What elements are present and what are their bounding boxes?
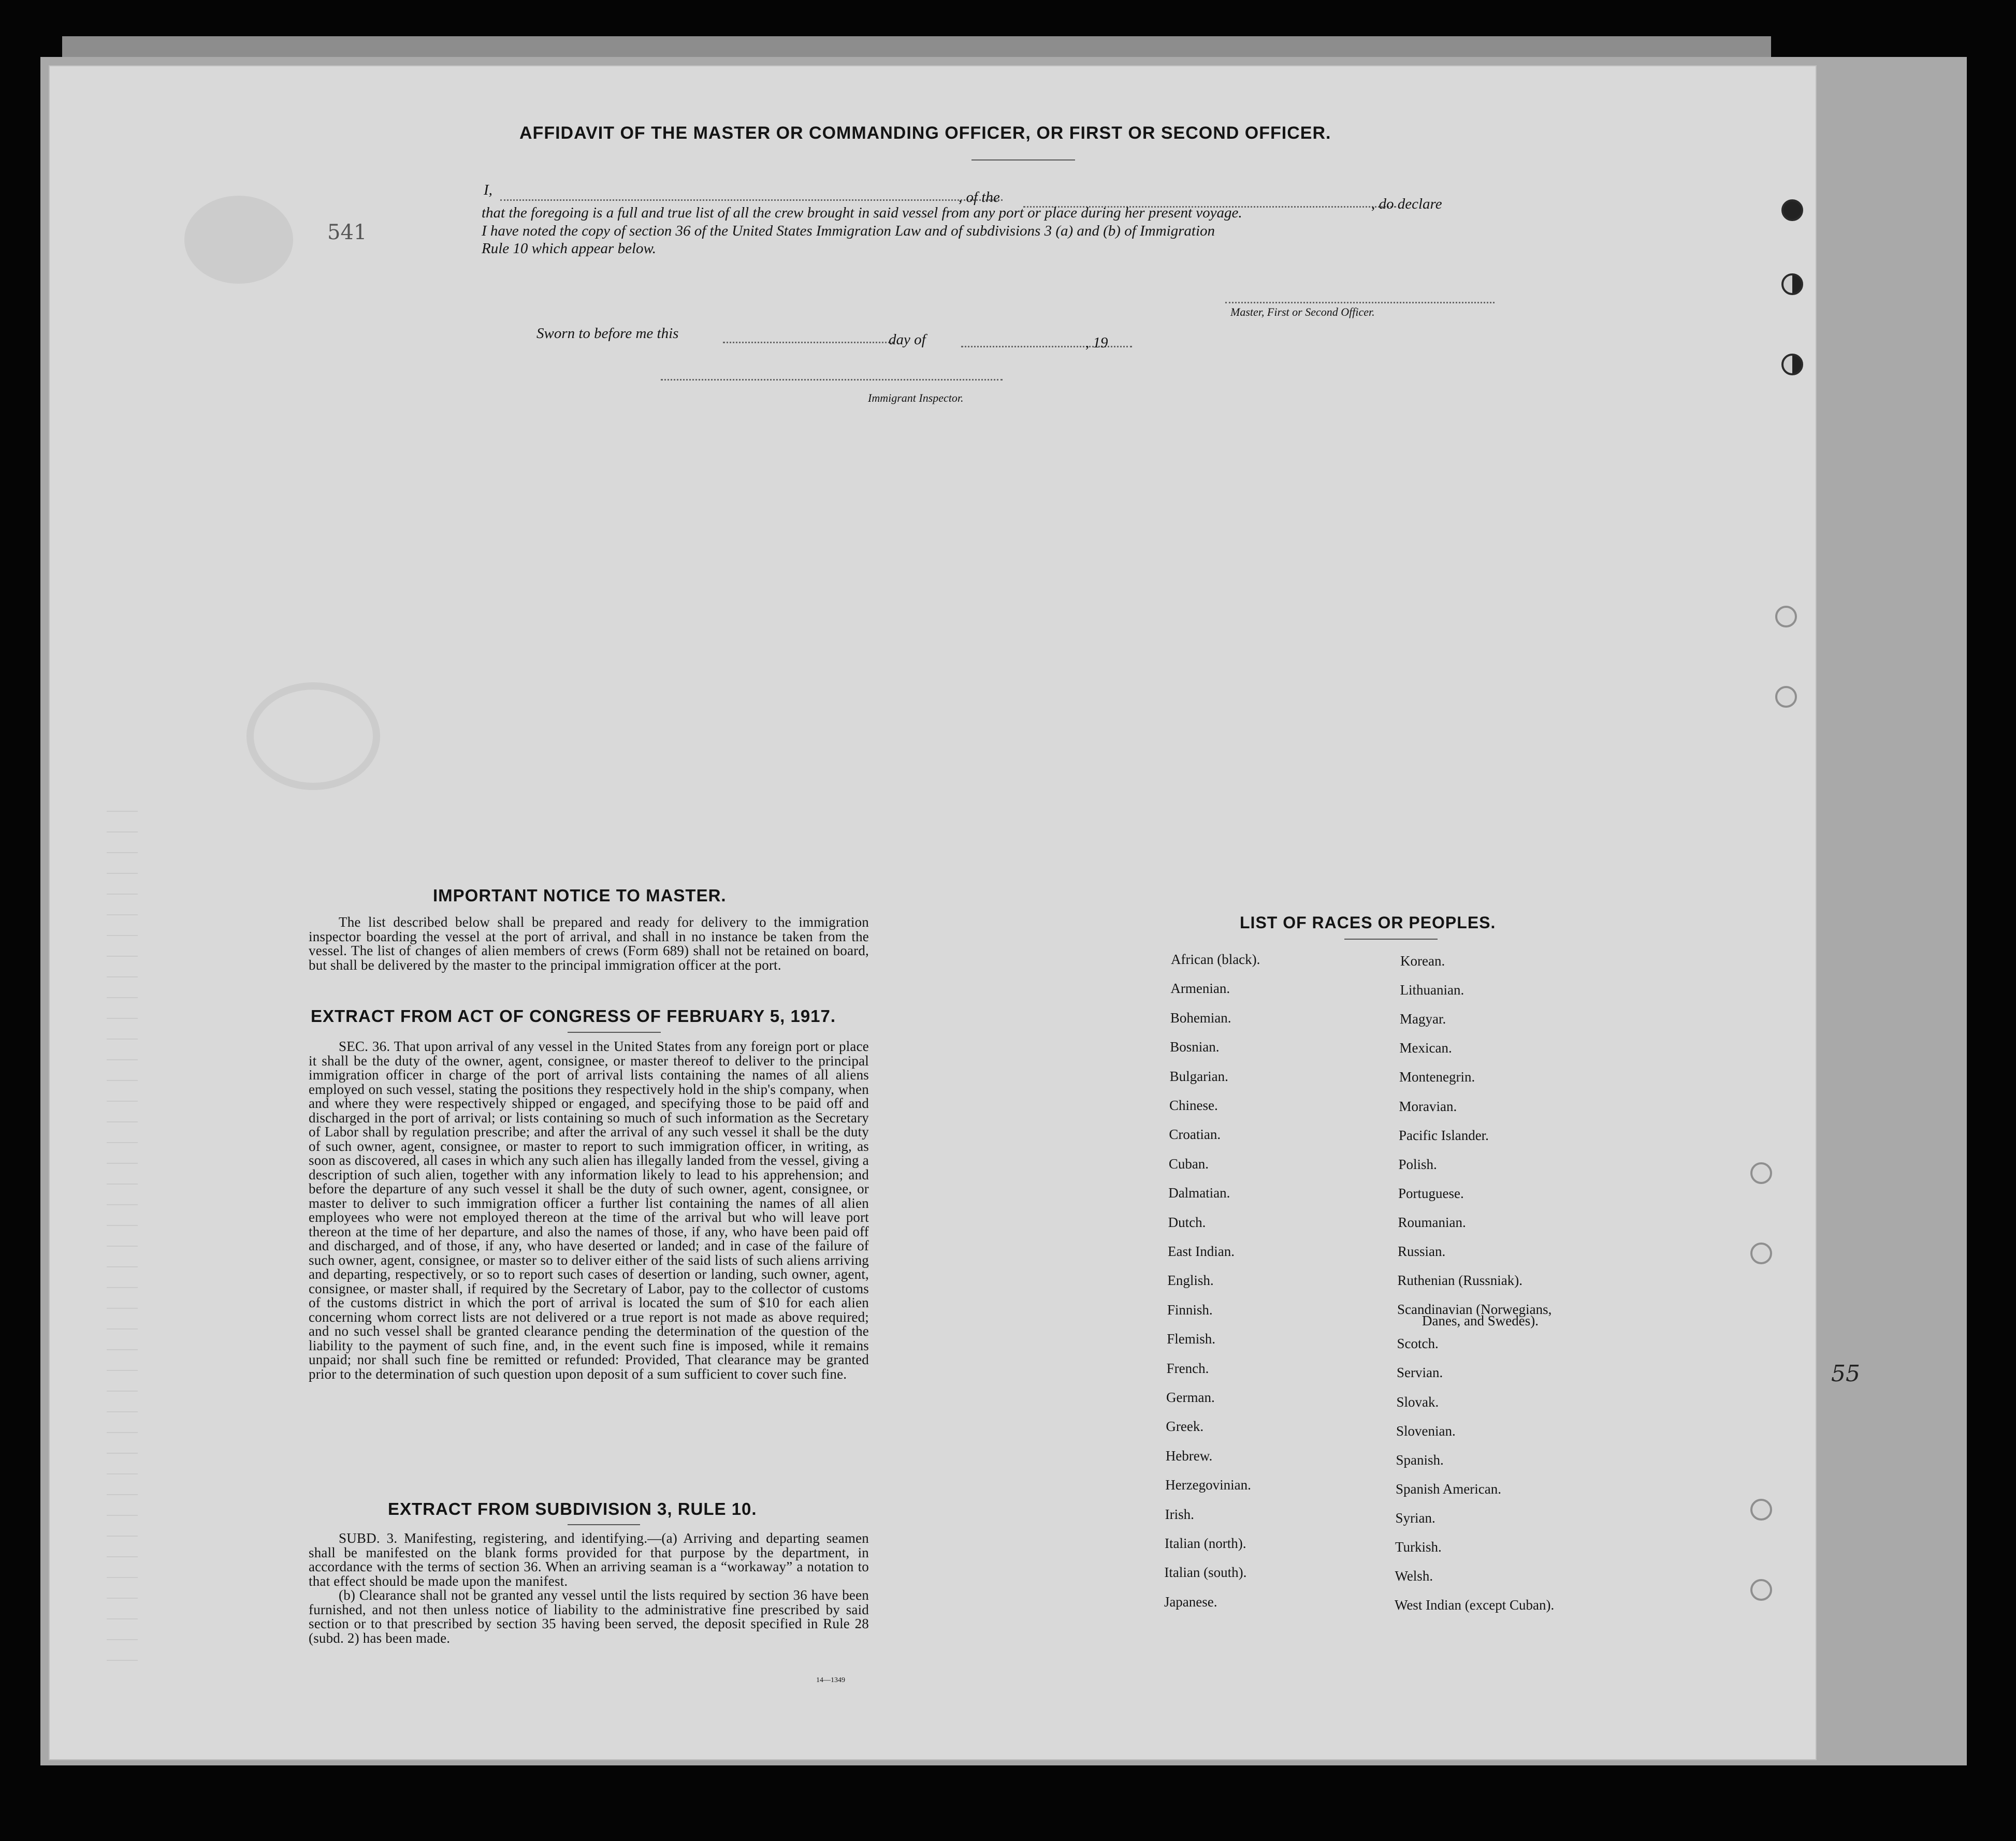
race-item: Korean. [1400, 953, 1445, 969]
race-item: Mexican. [1399, 1040, 1452, 1056]
race-item: English. [1167, 1273, 1214, 1289]
race-item: West Indian (except Cuban). [1395, 1597, 1555, 1613]
race-item: French. [1166, 1360, 1209, 1376]
race-item: Slovenian. [1396, 1423, 1456, 1439]
race-item: Greek. [1166, 1419, 1204, 1435]
race-item: Irish. [1165, 1506, 1194, 1522]
race-item: German. [1166, 1390, 1215, 1405]
affidavit-title-rule [971, 159, 1075, 160]
section-36-paragraph: SEC. 36. That upon arrival of any vessel in the United States from any foreign port or place it shall be the duty of the owner, agent, consignee, or master thereof to deliver to the principal immigration officer in charge of the port of arrival lists containing the names of all aliens employed on such vessel, stating the positions they respectively hold in the ship's company, when and where they were respectively shipped or engaged, and specifying those to be paid off and discharged in the port of arrival; or lists containing so much of such information as the Secretary of Labor shall by regulation prescribe; and after the arrival of any such vessel it shall be the duty of such owner, agent, consignee, or master to report to such immigration officer, in writing, as soon as discovered, all cases in which any such alien has illegally landed from the vessel, giving a description of such alien, together with any information likely to lead to his apprehension; and before the departure of any such vessel it shall be the duty of such owner, agent, consignee, or master to deliver to such immigration officer a further list containing the names of all alien employees who were not employed thereon at the time of the arrival but who will leave port thereon at the time of her departure, and also the names of those, if any, who have been paid off and discharged, and of those, if any, who have deserted or landed; and in case of the failure of such owner, agent, consignee, or master so to deliver either of the said lists of such aliens arriving and departing, respectively, or so to report such cases of desertion or landing, such owner, agent, consignee, or master shall, if required by the Secretary of Labor, pay to the collector of customs of the customs district in which the port of arrival is located the sum of $10 for each alien concerning whom correct lists are not delivered or a true report is not made as above required; and no such vessel shall be granted clearance pending the determination of the question of the liability to the payment of such fine, and, in the event such fine is imposed, while it remains unpaid; nor shall such fine be remitted or refunded: Provided, That clearance may be granted prior to the determination of such question upon deposit of a sum sufficient to cover such fine. [309, 1039, 869, 1382]
affidavit-line-3: I have noted the copy of section 36 of the United States Immigration Law and of subdivisions 3 (a) and (b) of Immigration [482, 223, 1215, 239]
race-item: African (black). [1171, 952, 1260, 967]
race-item: Spanish American. [1396, 1481, 1501, 1497]
punch-hole [1750, 1243, 1772, 1264]
declarant-name-line[interactable] [500, 199, 1003, 201]
inspector-caption: Immigrant Inspector. [868, 391, 964, 404]
race-item: Russian. [1398, 1244, 1446, 1259]
inspector-signature-line[interactable] [661, 379, 1003, 381]
race-item: Moravian. [1399, 1098, 1457, 1114]
races-title: LIST OF RACES OR PEOPLES. [1240, 913, 1496, 932]
punch-hole [1781, 354, 1803, 375]
race-item: Dalmatian. [1168, 1185, 1230, 1201]
race-item: Scotch. [1397, 1336, 1439, 1352]
race-item: Ruthenian (Russniak). [1397, 1273, 1522, 1289]
races-title-rule [1344, 939, 1438, 940]
notice-text [309, 915, 869, 972]
race-item: Hebrew. [1165, 1448, 1213, 1464]
race-item: Turkish. [1395, 1539, 1442, 1555]
punch-hole [1750, 1162, 1772, 1184]
master-signature-caption: Master, First or Second Officer. [1230, 305, 1375, 318]
affidavit-i-label: I, [484, 182, 492, 198]
form-number: 14—1349 [816, 1676, 845, 1684]
race-item: East Indian. [1168, 1244, 1235, 1259]
race-item: Welsh. [1395, 1568, 1433, 1584]
race-item: Dutch. [1168, 1214, 1206, 1230]
race-item: Cuban. [1168, 1156, 1209, 1172]
race-item: Bulgarian. [1169, 1068, 1228, 1084]
affidavit-do-declare: , do declare [1371, 196, 1442, 212]
left-ruled-margin [107, 791, 138, 1671]
extract-rule-text [309, 1531, 869, 1645]
master-signature-line[interactable] [1225, 302, 1495, 303]
extract-rule-title: EXTRACT FROM SUBDIVISION 3, RULE 10. [388, 1499, 757, 1518]
race-item: Herzegovinian. [1165, 1477, 1251, 1493]
punch-hole [1775, 686, 1797, 708]
subd-3b-paragraph: (b) Clearance shall not be granted any vessel until the lists required by section 36 have been furnished, and not then unless notice of liability to the administrative fine prescribed by said section or to that prescribed by section 35 having been served, the deposit specified in Rule 28 (subd. 2) has been made. [309, 1587, 869, 1646]
affidavit-of-the: , of the [959, 189, 1000, 206]
race-item: Slovak. [1396, 1394, 1439, 1410]
punch-hole [1781, 273, 1803, 295]
notice-paragraph: The list described below shall be prepared and ready for delivery to the immigration inspector boarding the vessel at the port of arrival, and shall in no instance be taken from the vessel. The list of changes of alien members of crews (Form 689) shall not be retained on board, but shall be delivered by the master to the principal immigration officer at the port. [309, 914, 869, 973]
race-item: Magyar. [1400, 1011, 1446, 1027]
sworn-day-line[interactable] [723, 342, 894, 343]
punch-hole [1750, 1499, 1772, 1521]
punch-hole [1750, 1579, 1772, 1601]
race-item: Portuguese. [1398, 1185, 1464, 1201]
race-item: Croatian. [1169, 1127, 1221, 1143]
bleed-seal-top [184, 196, 293, 284]
race-item: Pacific Islander. [1399, 1127, 1489, 1143]
scandinavian-continuation-wrap [1422, 1314, 1539, 1328]
subd-3a-paragraph: SUBD. 3. Manifesting, registering, and identifying.—(a) Arriving and departing seamen shall be manifested on the blank forms provided for that purpose by the department, in accordance with the terms of section 36. When an arriving seaman is a “workaway” a notation to that effect should be made upon the manifest. [309, 1530, 869, 1589]
sworn-label: Sworn to before me this [536, 325, 679, 342]
race-item: Montenegrin. [1399, 1069, 1475, 1085]
race-item: Finnish. [1167, 1302, 1213, 1318]
affidavit-line-2: that the foregoing is a full and true list of all the crew brought in said vessel from any port or place during her present voyage. [482, 204, 1242, 221]
extract-act-title: EXTRACT FROM ACT OF CONGRESS OF FEBRUARY 5, 1917. [311, 1006, 836, 1026]
race-item: Danes, and Swedes). [1422, 1313, 1539, 1328]
extract-act-text [309, 1040, 869, 1381]
document-page [50, 66, 1860, 1759]
race-item: Servian. [1397, 1365, 1443, 1381]
punch-hole [1775, 606, 1797, 627]
margin-handwritten-mark: 55 [1831, 1361, 1860, 1387]
race-item: Flemish. [1167, 1331, 1215, 1347]
year-label: , 19 [1085, 334, 1108, 351]
race-item: Bosnian. [1170, 1039, 1220, 1055]
race-item: Lithuanian. [1400, 982, 1464, 998]
punch-hole [1781, 199, 1803, 221]
bleed-through-stamps [153, 159, 619, 832]
race-item: Bohemian. [1170, 1010, 1231, 1026]
bleed-stamp-oval [246, 682, 380, 790]
race-item: Armenian. [1170, 981, 1230, 997]
affidavit-line-4: Rule 10 which appear below. [482, 240, 656, 257]
race-item: Scandinavian (Norwegians, [1397, 1302, 1552, 1318]
race-item: Italian (north). [1165, 1536, 1246, 1551]
extract-rule-rule [568, 1524, 640, 1525]
notice-title: IMPORTANT NOTICE TO MASTER. [433, 886, 727, 905]
race-item: Chinese. [1169, 1098, 1218, 1113]
affidavit-title: AFFIDAVIT OF THE MASTER OR COMMANDING OFFICER, OR FIRST OR SECOND OFFICER. [519, 123, 1331, 143]
extract-act-rule [568, 1032, 661, 1033]
race-item: Roumanian. [1398, 1214, 1466, 1230]
race-item: Italian (south). [1164, 1565, 1247, 1581]
race-item: Japanese. [1164, 1594, 1217, 1610]
margin-number: 541 [327, 221, 367, 244]
race-item: Spanish. [1396, 1452, 1444, 1468]
race-item: Polish. [1398, 1156, 1437, 1172]
day-of-label: day of [889, 331, 926, 348]
race-item: Syrian. [1395, 1510, 1435, 1526]
